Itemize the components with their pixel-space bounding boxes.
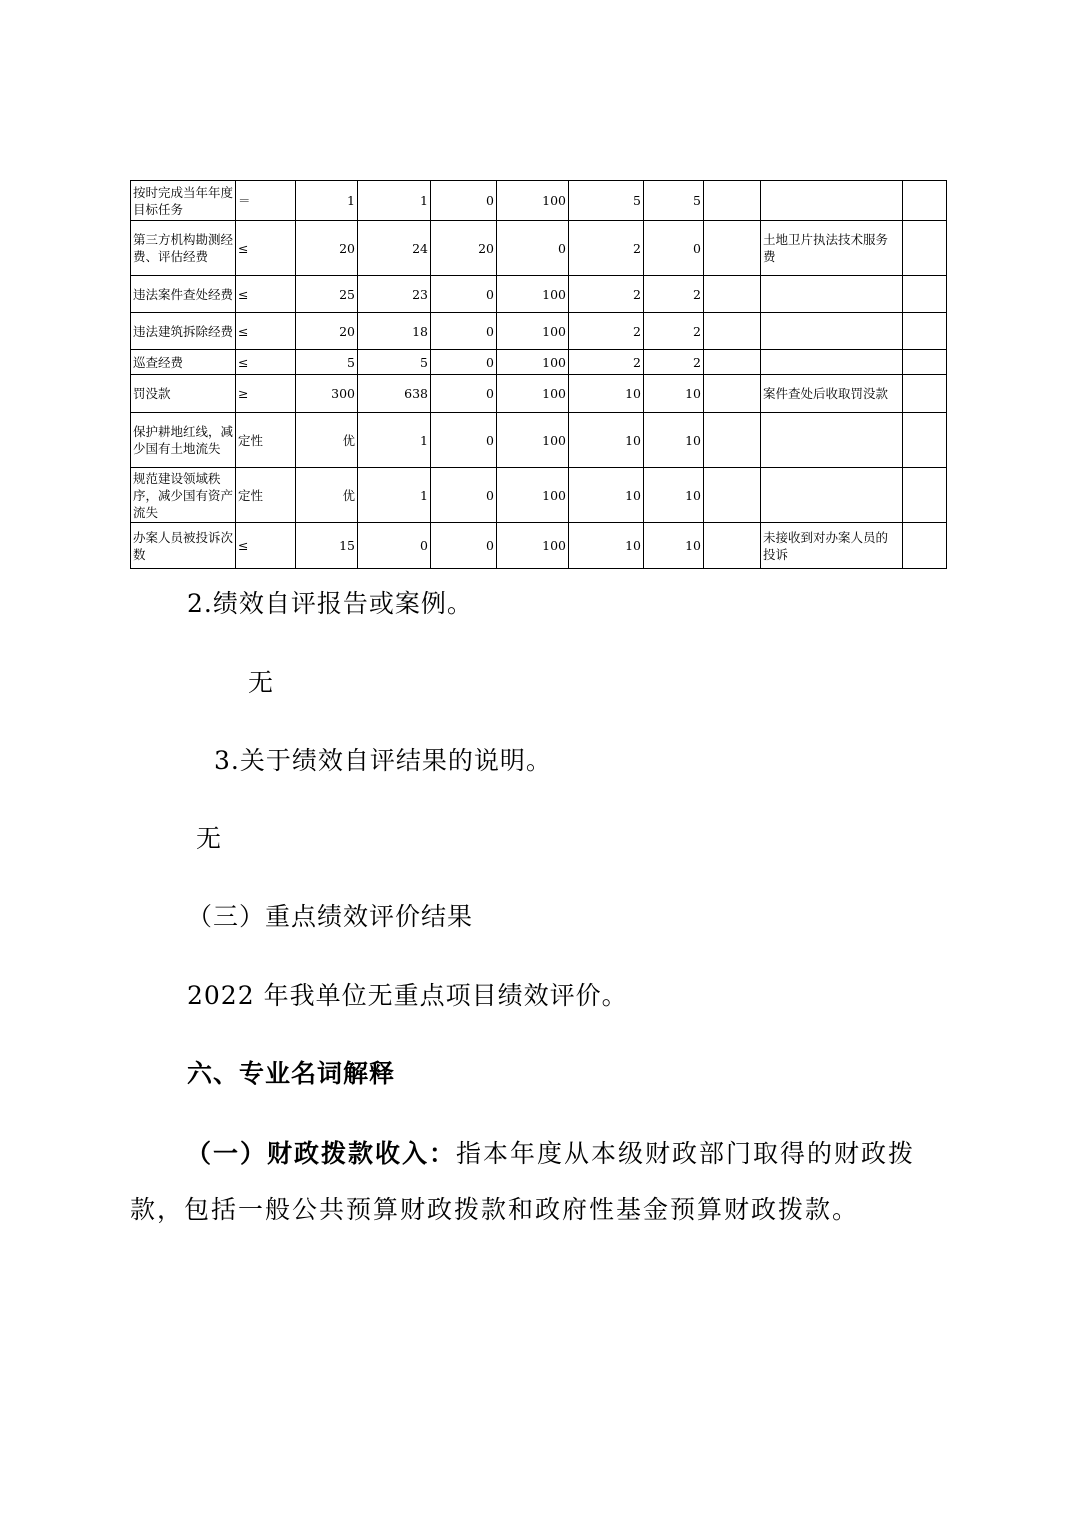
cell-weight: 10	[569, 468, 644, 523]
cell-note: 土地卫片执法技术服务费	[761, 221, 903, 276]
section-heading-key-evaluation: （三）重点绩效评价结果	[187, 902, 474, 931]
cell-actual-value: 1	[358, 468, 431, 523]
cell-value-4: 100	[497, 413, 569, 468]
cell-value-4: 0	[497, 221, 569, 276]
cell-indicator-name: 违法案件查处经费	[131, 276, 236, 313]
section-heading-result-explanation: 3.关于绩效自评结果的说明。	[214, 746, 552, 775]
cell-empty	[704, 181, 761, 221]
cell-target-value: 20	[296, 313, 358, 350]
cell-indicator-name: 第三方机构勘测经费、评估经费	[131, 221, 236, 276]
cell-weight: 2	[569, 276, 644, 313]
cell-empty-last	[903, 276, 947, 313]
cell-empty	[704, 221, 761, 276]
term-text: 指本年度从本级财政部门取得的财政拨款，包括一般公共预算财政拨款和政府性基金预算财政拨款。	[130, 1139, 916, 1224]
cell-empty	[704, 468, 761, 523]
cell-target-value: 300	[296, 375, 358, 413]
cell-indicator-name: 规范建设领域秩序，减少国有资产流失	[131, 468, 236, 523]
section-heading-terms: 六、专业名词解释	[187, 1059, 396, 1088]
cell-indicator-name: 巡查经费	[131, 350, 236, 375]
self-evaluation-report-body: 无	[248, 668, 275, 697]
cell-comparison: ＝	[236, 181, 296, 221]
cell-score: 10	[644, 523, 704, 569]
cell-note	[761, 350, 903, 375]
result-explanation-body: 无	[196, 824, 223, 853]
cell-score: 2	[644, 350, 704, 375]
cell-value-4: 100	[497, 350, 569, 375]
cell-actual-value: 18	[358, 313, 431, 350]
cell-empty	[704, 350, 761, 375]
cell-score: 10	[644, 413, 704, 468]
cell-value-3: 0	[431, 181, 497, 221]
cell-empty-last	[903, 413, 947, 468]
cell-indicator-name: 按时完成当年年度目标任务	[131, 181, 236, 221]
cell-comparison: 定性	[236, 468, 296, 523]
cell-comparison: ≤	[236, 350, 296, 375]
table-body	[131, 181, 947, 569]
cell-empty-last	[903, 523, 947, 569]
cell-note	[761, 468, 903, 523]
table-row	[131, 375, 947, 413]
cell-score: 5	[644, 181, 704, 221]
cell-value-3: 0	[431, 413, 497, 468]
cell-target-value: 优	[296, 468, 358, 523]
cell-empty-last	[903, 350, 947, 375]
cell-note	[761, 313, 903, 350]
term-label: （一）财政拨款收入：	[186, 1139, 457, 1168]
cell-target-value: 25	[296, 276, 358, 313]
cell-score: 10	[644, 468, 704, 523]
cell-empty	[704, 523, 761, 569]
cell-actual-value: 638	[358, 375, 431, 413]
cell-value-4: 100	[497, 276, 569, 313]
table-row	[131, 468, 947, 523]
cell-empty-last	[903, 313, 947, 350]
cell-actual-value: 5	[358, 350, 431, 375]
table-row	[131, 313, 947, 350]
cell-value-3: 0	[431, 523, 497, 569]
table-row	[131, 276, 947, 313]
cell-empty	[704, 276, 761, 313]
performance-indicator-table	[130, 180, 947, 569]
table-row	[131, 221, 947, 276]
section-heading-self-evaluation-report: 2.绩效自评报告或案例。	[187, 589, 473, 618]
cell-value-3: 0	[431, 313, 497, 350]
cell-note: 案件查处后收取罚没款	[761, 375, 903, 413]
cell-value-3: 0	[431, 276, 497, 313]
cell-comparison: ≤	[236, 313, 296, 350]
cell-empty-last	[903, 221, 947, 276]
cell-actual-value: 1	[358, 181, 431, 221]
cell-target-value: 5	[296, 350, 358, 375]
cell-weight: 10	[569, 375, 644, 413]
cell-value-4: 100	[497, 181, 569, 221]
cell-score: 10	[644, 375, 704, 413]
cell-indicator-name: 保护耕地红线，减少国有土地流失	[131, 413, 236, 468]
cell-empty-last	[903, 181, 947, 221]
cell-empty	[704, 413, 761, 468]
cell-comparison: ≥	[236, 375, 296, 413]
cell-indicator-name: 罚没款	[131, 375, 236, 413]
cell-comparison: 定性	[236, 413, 296, 468]
table-row	[131, 523, 947, 569]
table-row	[131, 413, 947, 468]
cell-target-value: 20	[296, 221, 358, 276]
cell-note	[761, 181, 903, 221]
cell-comparison: ≤	[236, 276, 296, 313]
cell-comparison: ≤	[236, 221, 296, 276]
cell-value-3: 0	[431, 468, 497, 523]
cell-indicator-name: 违法建筑拆除经费	[131, 313, 236, 350]
cell-empty	[704, 375, 761, 413]
table-row	[131, 181, 947, 221]
cell-indicator-name: 办案人员被投诉次数	[131, 523, 236, 569]
cell-value-4: 100	[497, 468, 569, 523]
cell-weight: 5	[569, 181, 644, 221]
cell-actual-value: 0	[358, 523, 431, 569]
cell-empty-last	[903, 375, 947, 413]
table-row	[131, 350, 947, 375]
cell-empty-last	[903, 468, 947, 523]
cell-weight: 10	[569, 523, 644, 569]
cell-value-4: 100	[497, 375, 569, 413]
cell-actual-value: 1	[358, 413, 431, 468]
cell-target-value: 15	[296, 523, 358, 569]
cell-value-4: 100	[497, 523, 569, 569]
cell-weight: 2	[569, 350, 644, 375]
cell-score: 2	[644, 276, 704, 313]
term-definition-fiscal-appropriation	[130, 1126, 940, 1238]
cell-value-4: 100	[497, 313, 569, 350]
cell-target-value: 优	[296, 413, 358, 468]
cell-value-3: 0	[431, 375, 497, 413]
cell-actual-value: 24	[358, 221, 431, 276]
cell-value-3: 0	[431, 350, 497, 375]
cell-target-value: 1	[296, 181, 358, 221]
cell-score: 0	[644, 221, 704, 276]
key-evaluation-body: 2022 年我单位无重点项目绩效评价。	[187, 981, 628, 1010]
cell-note	[761, 276, 903, 313]
cell-weight: 10	[569, 413, 644, 468]
cell-score: 2	[644, 313, 704, 350]
cell-weight: 2	[569, 313, 644, 350]
cell-note	[761, 413, 903, 468]
cell-value-3: 20	[431, 221, 497, 276]
cell-note: 未接收到对办案人员的投诉	[761, 523, 903, 569]
cell-empty	[704, 313, 761, 350]
cell-comparison: ≤	[236, 523, 296, 569]
cell-weight: 2	[569, 221, 644, 276]
cell-actual-value: 23	[358, 276, 431, 313]
